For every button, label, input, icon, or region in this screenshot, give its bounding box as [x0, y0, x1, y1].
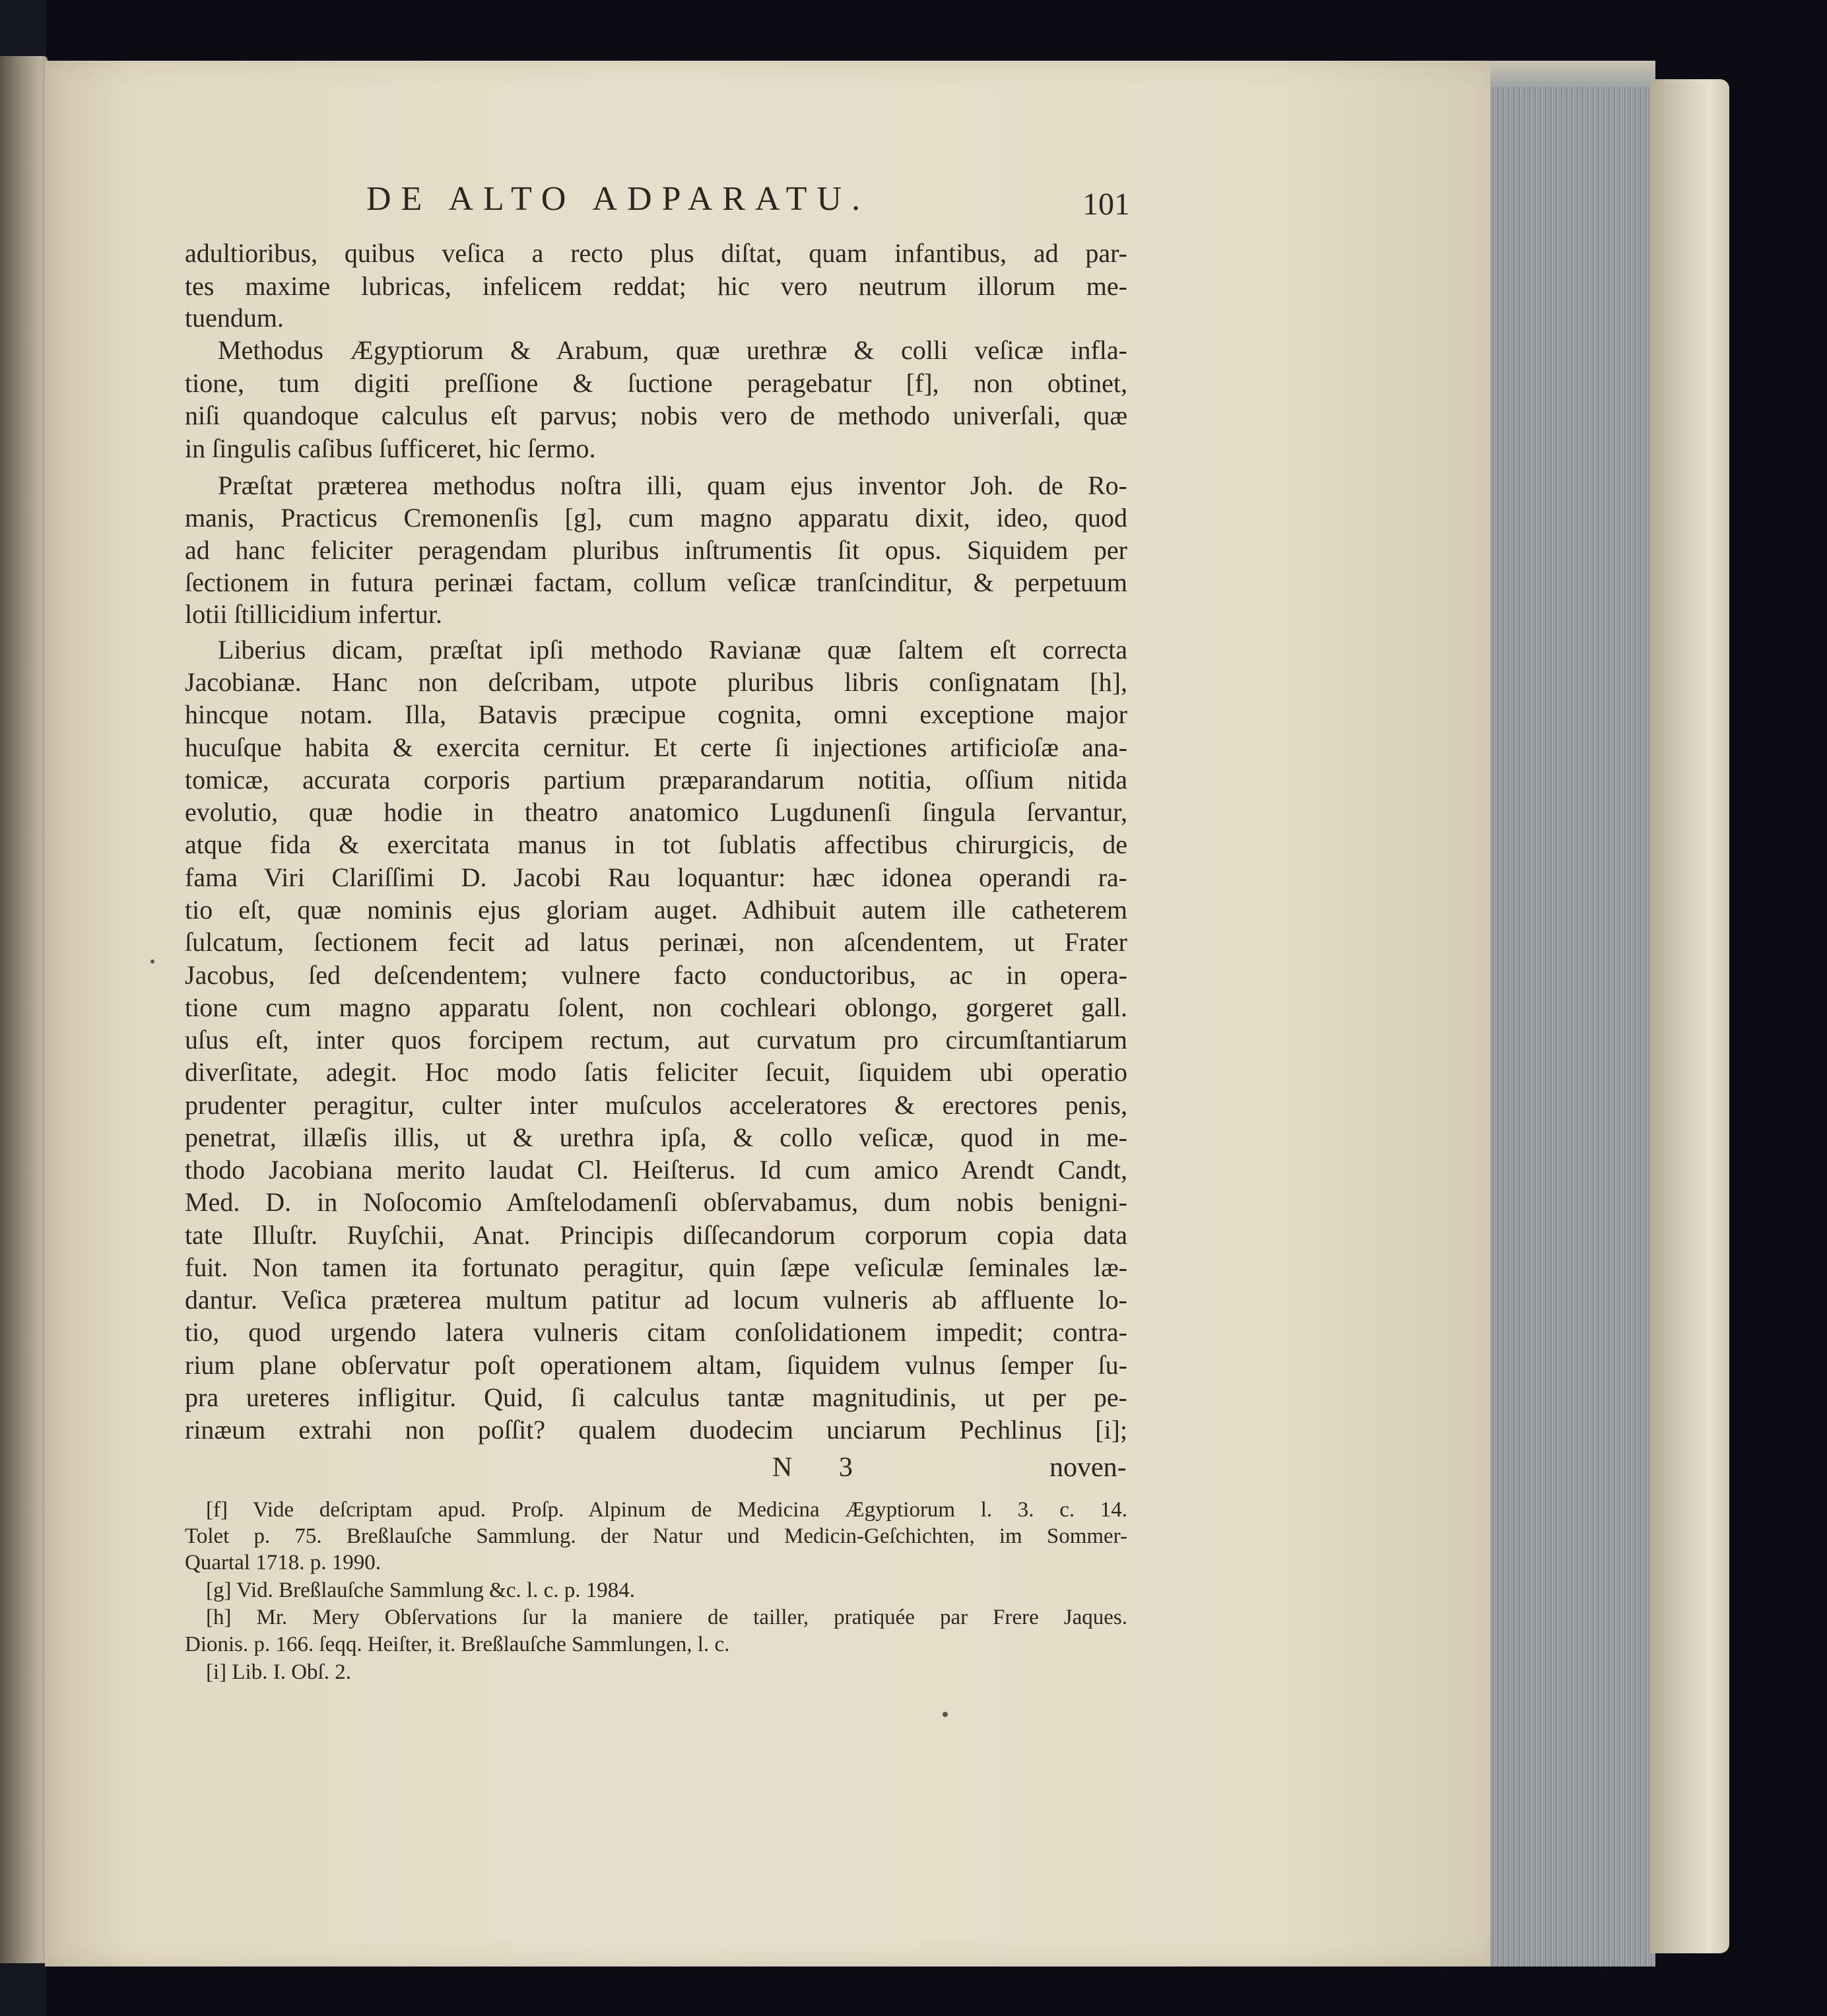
- text-line: Jacobus, ſed deſcendentem; vulnere facto conductoribus, ac in opera-: [185, 960, 1127, 990]
- text-line: fama Viri Clariſſimi D. Jacobi Rau loquantur: hæc idonea operandi ra-: [185, 862, 1127, 892]
- text-line: Med. D. in Noſocomio Amſtelodamenſi obſervabamus, dum nobis benigni-: [185, 1187, 1127, 1217]
- text-line: hucuſque habita & exercita cernitur. Et certe ſi injectiones artificioſæ ana-: [185, 732, 1127, 762]
- text-line: Methodus Ægyptiorum & Arabum, quæ urethræ & colli veſicæ infla-: [218, 335, 1127, 365]
- text-line: atque fida & exercitata manus in tot ſublatis affectibus chirurgicis, de: [185, 829, 1127, 859]
- text-line: tio eſt, quæ nominis ejus gloriam auget. Adhibuit autem ille catheterem: [185, 895, 1127, 925]
- text-line: tomicæ, accurata corporis partium præparandarum notitia, oſſium nitida: [185, 765, 1127, 795]
- text-line: ſulcatum, ſectionem fecit ad latus perinæi, non aſcendentem, ut Frater: [185, 927, 1127, 957]
- text-line: lotii ſtillicidium infertur.: [185, 599, 442, 629]
- text-line: dantur. Veſica præterea multum patitur ad locum vulneris ab affluente lo-: [185, 1285, 1127, 1315]
- page-block-edges: [1490, 61, 1655, 1967]
- footnote-line: Dionis. p. 166. ſeqq. Heiſter, it. Breßlauſche Sammlungen, l. c.: [185, 1633, 730, 1656]
- text-line: niſi quandoque calculus eſt parvus; nobis vero de methodo univerſali, quæ: [185, 401, 1127, 430]
- text-line: evolutio, quæ hodie in theatro anatomico Lugdunenſi ſingula ſervantur,: [185, 797, 1127, 827]
- text-line: tate Illuſtr. Ruyſchii, Anat. Principis diſſecandorum corporum copia data: [185, 1220, 1127, 1250]
- text-line: tuendum.: [185, 303, 284, 333]
- text-line: ſectionem in futura perinæi factam, collum veſicæ tranſcinditur, & perpetuum: [185, 568, 1127, 597]
- book-cover-right: [1650, 79, 1729, 1953]
- catchword: noven-: [1049, 1452, 1127, 1483]
- paper-speck: [150, 959, 154, 963]
- signature-mark: N 3: [772, 1452, 873, 1483]
- footnote-line: Tolet p. 75. Breßlauſche Sammlung. der Natur und Medicin-Geſchichten, im Sommer-: [185, 1524, 1127, 1548]
- text-line: Liberius dicam, præſtat ipſi methodo Ravianæ quæ ſaltem eſt correcta: [218, 635, 1127, 665]
- footnote-line: [h] Mr. Mery Obſervations ſur la maniere de tailler, pratiquée par Frere Jaques.: [206, 1606, 1127, 1629]
- text-line: pra ureteres infligitur. Quid, ſi calculus tantæ magnitudinis, ut per pe-: [185, 1382, 1127, 1412]
- text-line: diverſitate, adegit. Hoc modo ſatis feliciter ſecuit, ſiquidem ubi operatio: [185, 1057, 1127, 1087]
- page-block-top: [1490, 61, 1655, 87]
- text-line: penetrat, illæſis illis, ut & urethra ipſa, & collo veſicæ, quod in me-: [185, 1122, 1127, 1152]
- text-line: tes maxime lubricas, infelicem reddat; hic vero neutrum illorum me-: [185, 271, 1127, 301]
- page-number: 101: [1082, 187, 1130, 222]
- text-line: thodo Jacobiana merito laudat Cl. Heiſterus. Id cum amico Arendt Candt,: [185, 1155, 1127, 1185]
- text-line: adultioribus, quibus veſica a recto plus diſtat, quam infantibus, ad par-: [185, 238, 1127, 268]
- text-line: tio, quod urgendo latera vulneris citam conſolidationem impedit; contra-: [185, 1317, 1127, 1347]
- text-line: tione cum magno apparatu ſolent, non cochleari oblongo, gorgeret gall.: [185, 992, 1127, 1022]
- paper-speck: [943, 1712, 948, 1717]
- left-page-edge: [0, 56, 48, 1963]
- text-line: rium plane obſervatur poſt operationem altam, ſiquidem vulnus ſemper ſu-: [185, 1350, 1127, 1380]
- footnote-line: Quartal 1718. p. 1990.: [185, 1551, 381, 1575]
- text-line: tione, tum digiti preſſione & ſuctione peragebatur [f], non obtinet,: [185, 368, 1127, 398]
- text-line: manis, Practicus Cremonenſis [g], cum magno apparatu dixit, ideo, quod: [185, 503, 1127, 533]
- text-line: Jacobianæ. Hanc non deſcribam, utpote pluribus libris conſignatam [h],: [185, 667, 1127, 697]
- text-line: hincque notam. Illa, Batavis præcipue cognita, omni exceptione major: [185, 699, 1127, 729]
- footnote-line: [i] Lib. I. Obſ. 2.: [206, 1660, 351, 1684]
- text-line: in ſingulis caſibus ſufficeret, hic ſermo.: [185, 434, 596, 463]
- footnote-line: [g] Vid. Breßlauſche Sammlung &c. l. c. p. 1984.: [206, 1578, 635, 1602]
- text-line: ad hanc feliciter peragendam pluribus inſtrumentis ſit opus. Siquidem per: [185, 535, 1127, 565]
- text-line: rinæum extrahi non poſſit? qualem duodecim unciarum Pechlinus [i];: [185, 1415, 1127, 1445]
- running-title: DE ALTO ADPARATU.: [366, 180, 871, 218]
- footnote-line: [f] Vide deſcriptam apud. Proſp. Alpinum de Medicina Ægyptiorum l. 3. c. 14.: [206, 1498, 1127, 1522]
- text-line: prudenter peragitur, culter inter muſculos acceleratores & erectores penis,: [185, 1090, 1127, 1120]
- text-line: Præſtat præterea methodus noſtra illi, quam ejus inventor Joh. de Ro-: [218, 471, 1127, 500]
- text-line: uſus eſt, inter quos forcipem rectum, aut curvatum pro circumſtantiarum: [185, 1025, 1127, 1055]
- text-line: fuit. Non tamen ita fortunato peragitur, quin ſæpe veſiculæ ſeminales læ-: [185, 1252, 1127, 1282]
